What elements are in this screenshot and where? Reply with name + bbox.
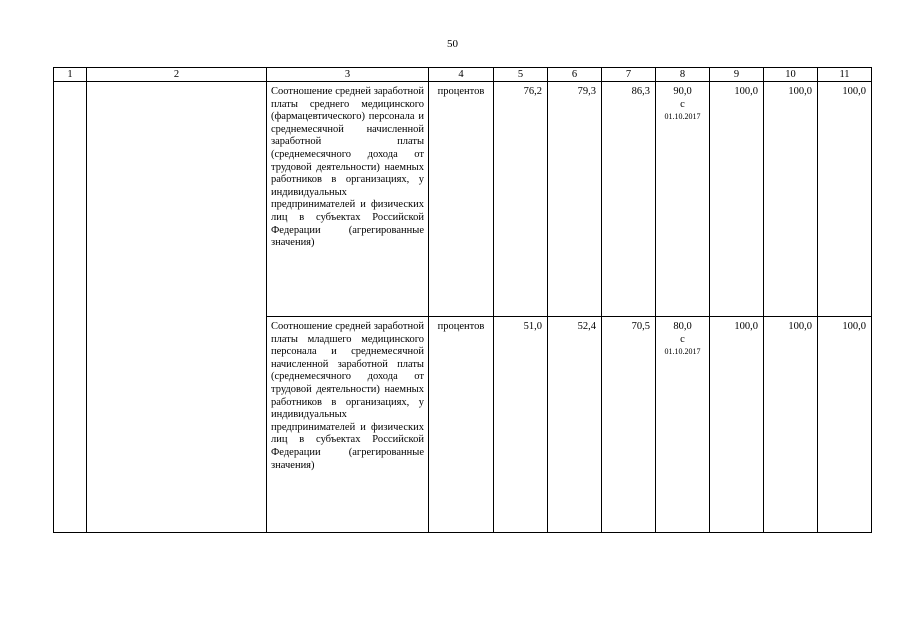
row-number-cell <box>54 82 87 533</box>
row-name-cell <box>87 82 267 533</box>
value-col11: 100,0 <box>818 317 872 533</box>
header-cell-5: 5 <box>494 68 548 82</box>
value-col9: 100,0 <box>710 317 764 533</box>
header-cell-7: 7 <box>602 68 656 82</box>
indicators-table <box>53 67 872 533</box>
page-number: 50 <box>447 38 458 50</box>
value-col8 <box>656 82 710 317</box>
value-col8 <box>656 317 710 533</box>
header-row <box>54 68 872 82</box>
indicator-description: Соотношение средней заработной платы младшего медицинского персонала и среднемесячной начисленной заработной платы (среднемесячного дохода от трудовой деятельности) наемных работников в организациях, у индивидуальных предпринимателей и физических лиц в субъектах Российской Федерации (агрегированные значения) <box>267 317 429 533</box>
header-cell-3: 3 <box>267 68 429 82</box>
value-col8-from: с <box>680 98 685 110</box>
value-col6: 79,3 <box>548 82 602 317</box>
value-col8-number: 90,0 <box>673 86 692 97</box>
header-cell-11: 11 <box>818 68 872 82</box>
value-col10: 100,0 <box>764 82 818 317</box>
header-cell-8: 8 <box>656 68 710 82</box>
indicator-description: Соотношение средней заработной платы среднего медицинского (фармацевтического) персонала и среднемесячной начисленной заработной платы (среднемесячного дохода от трудовой деятельности) наемных работников в организациях, у индивидуальных предпринимателей и физических лиц в субъектах Российской Федерации (агрегированные значения) <box>267 82 429 317</box>
value-col7: 86,3 <box>602 82 656 317</box>
value-col5: 76,2 <box>494 82 548 317</box>
value-col10: 100,0 <box>764 317 818 533</box>
value-col8-number: 80,0 <box>673 321 692 332</box>
value-col9: 100,0 <box>710 82 764 317</box>
value-col11: 100,0 <box>818 82 872 317</box>
unit-cell: процентов <box>429 82 494 317</box>
value-col8-date: 01.10.2017 <box>664 112 701 122</box>
header-cell-2: 2 <box>87 68 267 82</box>
header-cell-10: 10 <box>764 68 818 82</box>
header-cell-1: 1 <box>54 68 87 82</box>
value-col6: 52,4 <box>548 317 602 533</box>
value-col8-from: с <box>680 333 685 345</box>
unit-cell: процентов <box>429 317 494 533</box>
value-col7: 70,5 <box>602 317 656 533</box>
header-cell-4: 4 <box>429 68 494 82</box>
header-cell-9: 9 <box>710 68 764 82</box>
value-col5: 51,0 <box>494 317 548 533</box>
header-cell-6: 6 <box>548 68 602 82</box>
table-row <box>54 82 872 317</box>
value-col8-date: 01.10.2017 <box>664 347 701 357</box>
